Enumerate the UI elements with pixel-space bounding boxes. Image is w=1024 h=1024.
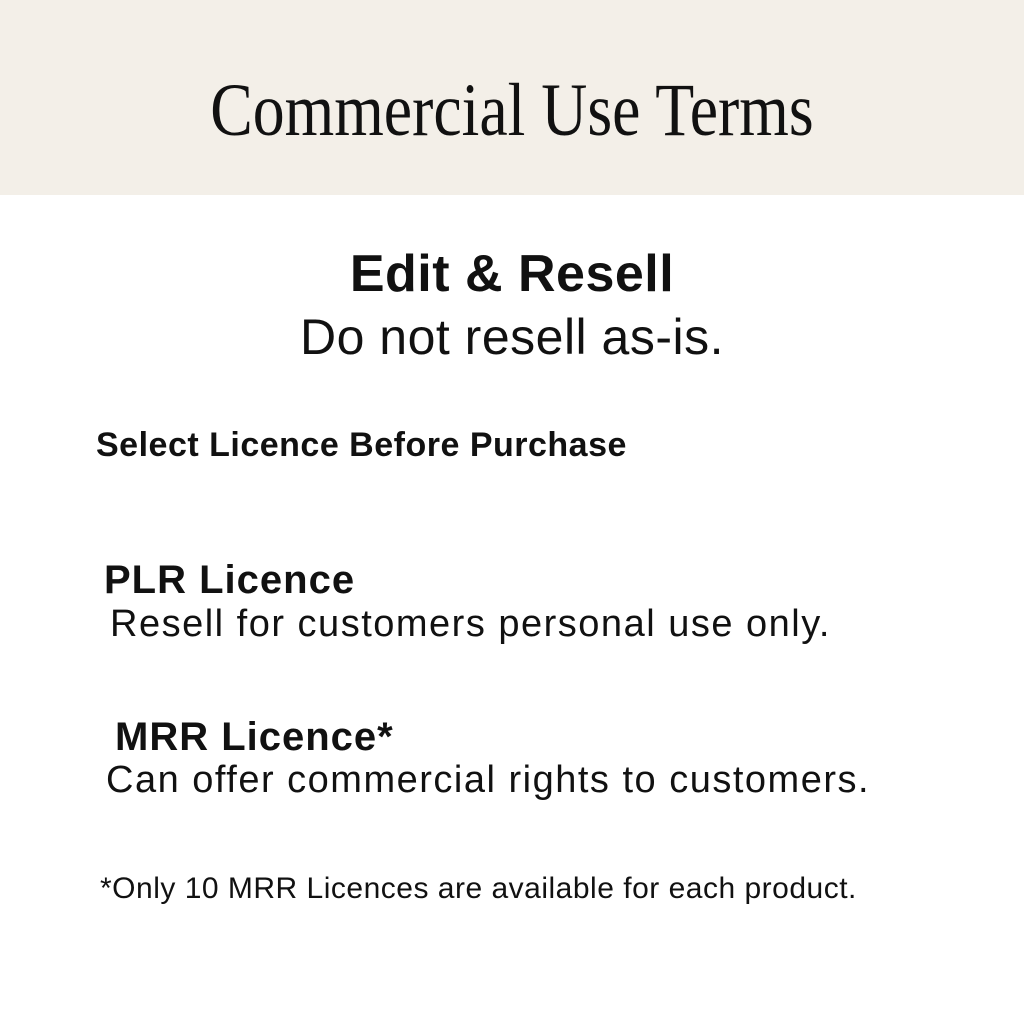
- plr-licence-name: PLR Licence: [104, 558, 356, 602]
- page-title: Commercial Use Terms: [210, 69, 814, 152]
- mrr-licence-description: Can offer commercial rights to customers.: [106, 759, 871, 801]
- licence-instruction: Select Licence Before Purchase: [96, 426, 627, 464]
- plr-licence-description: Resell for customers personal use only.: [110, 603, 831, 645]
- intro-heading: Edit & Resell: [349, 245, 675, 303]
- mrr-availability-footnote: *Only 10 MRR Licences are available for each product.: [100, 872, 857, 905]
- header-banner: [0, 0, 1024, 195]
- intro-subheading: Do not resell as-is.: [299, 309, 725, 365]
- mrr-licence-name: MRR Licence*: [115, 715, 394, 759]
